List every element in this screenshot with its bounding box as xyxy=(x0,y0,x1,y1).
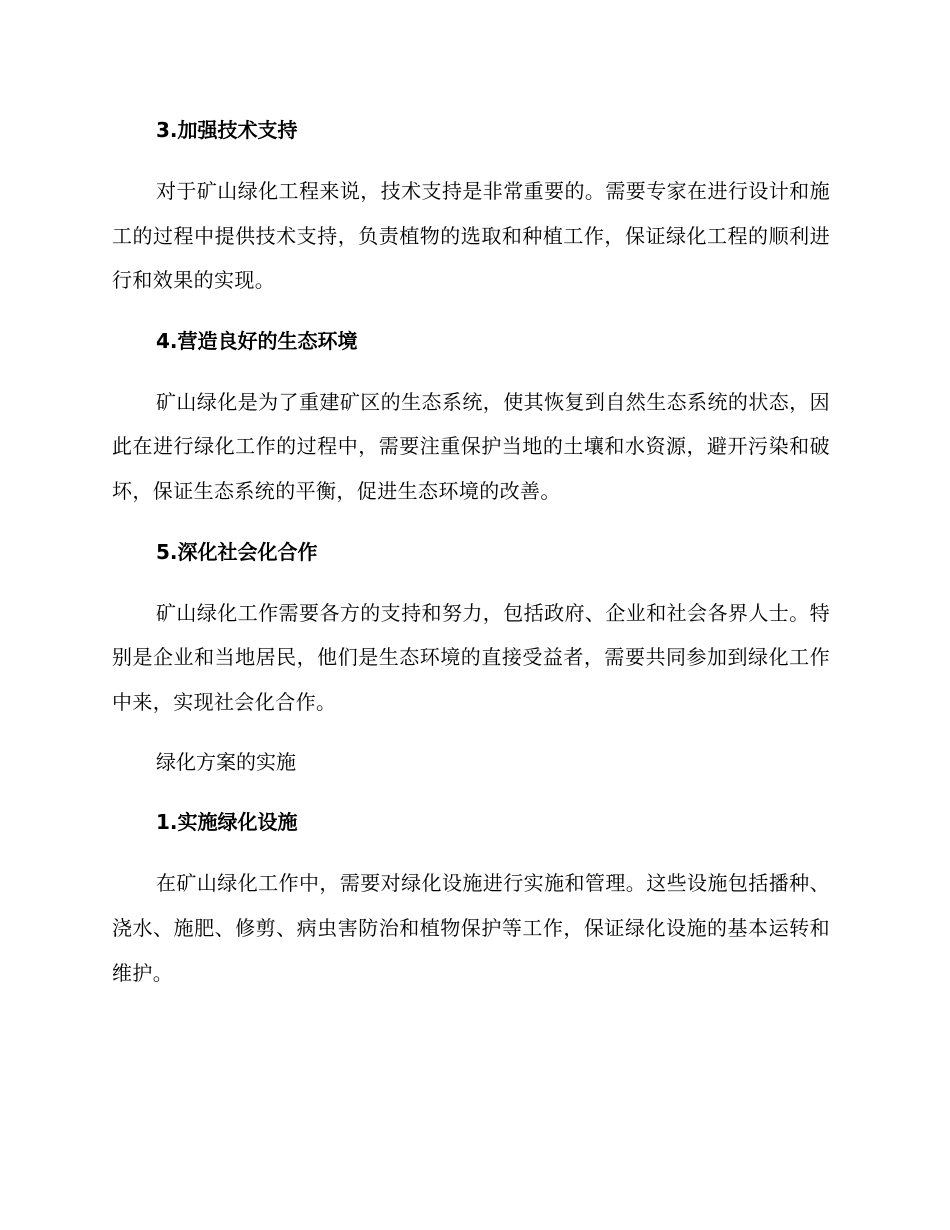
heading-strengthen-technical-support: 3.加强技术支持 xyxy=(156,118,298,142)
section-title-greening-plan-implementation: 绿化方案的实施 xyxy=(156,750,296,775)
document-content xyxy=(112,109,830,1012)
paragraph-ecological-environment: 矿山绿化是为了重建矿区的生态系统，使其恢复到自然生态系统的状态，因此在进行绿化工作的过程中，需要注重保护当地的土壤和水资源，避开污染和破坏，保证生态系统的平衡，促进生态环境的改善。 xyxy=(112,389,830,503)
paragraph-greening-facilities: 在矿山绿化工作中，需要对绿化设施进行实施和管理。这些设施包括播种、浇水、施肥、修剪、病虫害防治和植物保护等工作，保证绿化设施的基本运转和维护。 xyxy=(112,871,830,985)
paragraph-social-cooperation: 矿山绿化工作需要各方的支持和努力，包括政府、企业和社会各界人士。特别是企业和当地居民，他们是生态环境的直接受益者，需要共同参加到绿化工作中来，实现社会化合作。 xyxy=(112,600,830,714)
paragraph-technical-support: 对于矿山绿化工程来说，技术支持是非常重要的。需要专家在进行设计和施工的过程中提供技术支持，负责植物的选取和种植工作，保证绿化工程的顺利进行和效果的实现。 xyxy=(112,179,830,293)
heading-create-good-ecological-environment: 4.营造良好的生态环境 xyxy=(156,328,358,353)
heading-deepen-social-cooperation: 5.深化社会化合作 xyxy=(156,539,318,564)
heading-implement-greening-facilities: 1.实施绿化设施 xyxy=(156,810,298,835)
